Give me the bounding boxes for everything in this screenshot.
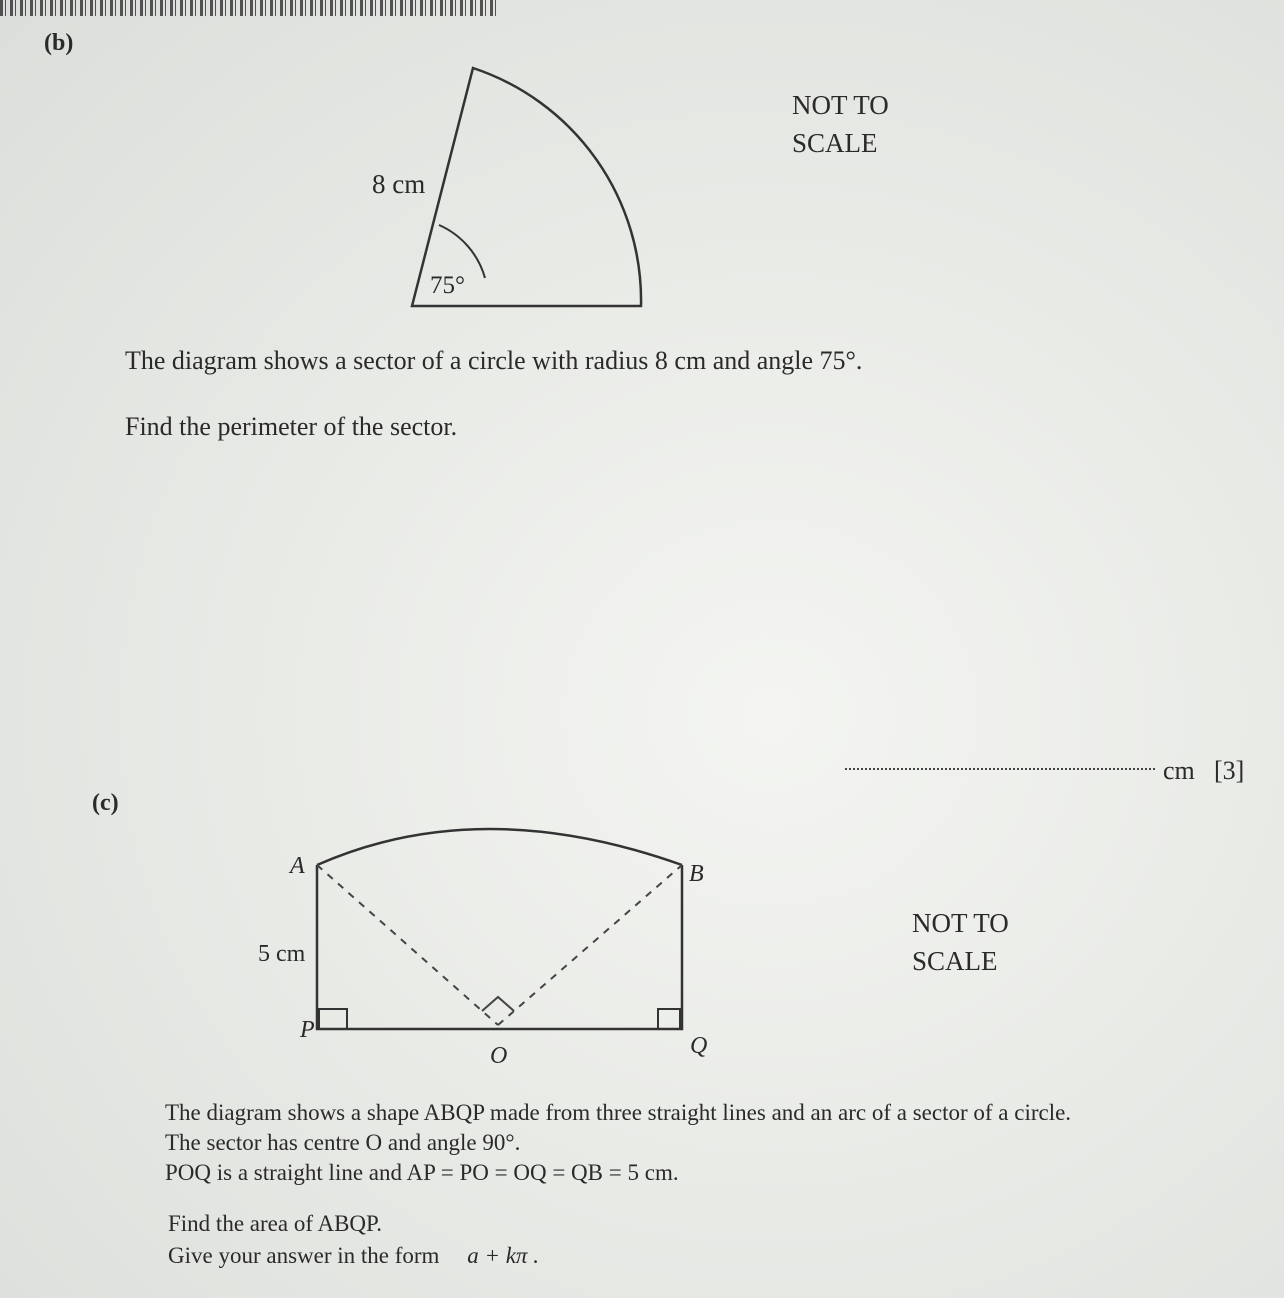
- label-b: B: [689, 861, 704, 887]
- shape-sides: [317, 865, 682, 1029]
- answer-line-b[interactable]: [845, 768, 1155, 770]
- angle-arc: [439, 225, 485, 278]
- label-a: A: [290, 853, 305, 879]
- part-c-label: (c): [92, 790, 119, 816]
- sector-outline: [412, 68, 641, 306]
- not-to-scale-line2: SCALE: [912, 946, 998, 976]
- description-line2: The sector has centre O and angle 90°.: [165, 1130, 521, 1155]
- part-c-description: [165, 1098, 1071, 1188]
- not-to-scale-line1: NOT TO: [792, 90, 889, 120]
- barcode-strip: [0, 0, 500, 16]
- right-angle-p: [319, 1009, 347, 1029]
- label-q: Q: [690, 1033, 708, 1059]
- part-c-question-block: [168, 1208, 539, 1272]
- answer-form: a + kπ .: [467, 1243, 539, 1268]
- radius-label: 8 cm: [372, 169, 426, 199]
- sector-diagram: [360, 55, 660, 315]
- part-c-instruction-line: [168, 1240, 539, 1272]
- not-to-scale-line1: NOT TO: [912, 908, 1009, 938]
- part-c-not-to-scale: [912, 904, 1009, 980]
- label-p: P: [300, 1017, 315, 1043]
- radius-oa: [317, 865, 498, 1025]
- angle-label: 75°: [430, 272, 465, 299]
- right-angle-q: [658, 1009, 680, 1029]
- arc-ab: [317, 829, 682, 865]
- label-o: O: [490, 1043, 508, 1069]
- part-b-question: Find the perimeter of the sector.: [125, 412, 458, 441]
- description-line3: POQ is a straight line and AP = PO = OQ = QB = 5 cm.: [165, 1160, 679, 1185]
- radius-ob: [498, 865, 682, 1025]
- part-c-question: Find the area of ABQP.: [168, 1211, 383, 1236]
- part-b-description: The diagram shows a sector of a circle with radius 8 cm and angle 75°.: [125, 346, 863, 375]
- marks-b: [3]: [1214, 756, 1245, 785]
- part-b-label: (b): [44, 30, 74, 56]
- description-line1: The diagram shows a shape ABQP made from three straight lines and an arc of a sector of a circle.: [165, 1100, 1072, 1125]
- side-label: 5 cm: [258, 941, 306, 967]
- shape-abqp-diagram: [240, 815, 740, 1085]
- part-b-not-to-scale: [792, 86, 889, 162]
- not-to-scale-line2: SCALE: [792, 128, 878, 158]
- right-angle-o: [482, 997, 514, 1011]
- part-c-instruction: Give your answer in the form: [168, 1243, 440, 1268]
- answer-unit-b: cm: [1163, 756, 1195, 785]
